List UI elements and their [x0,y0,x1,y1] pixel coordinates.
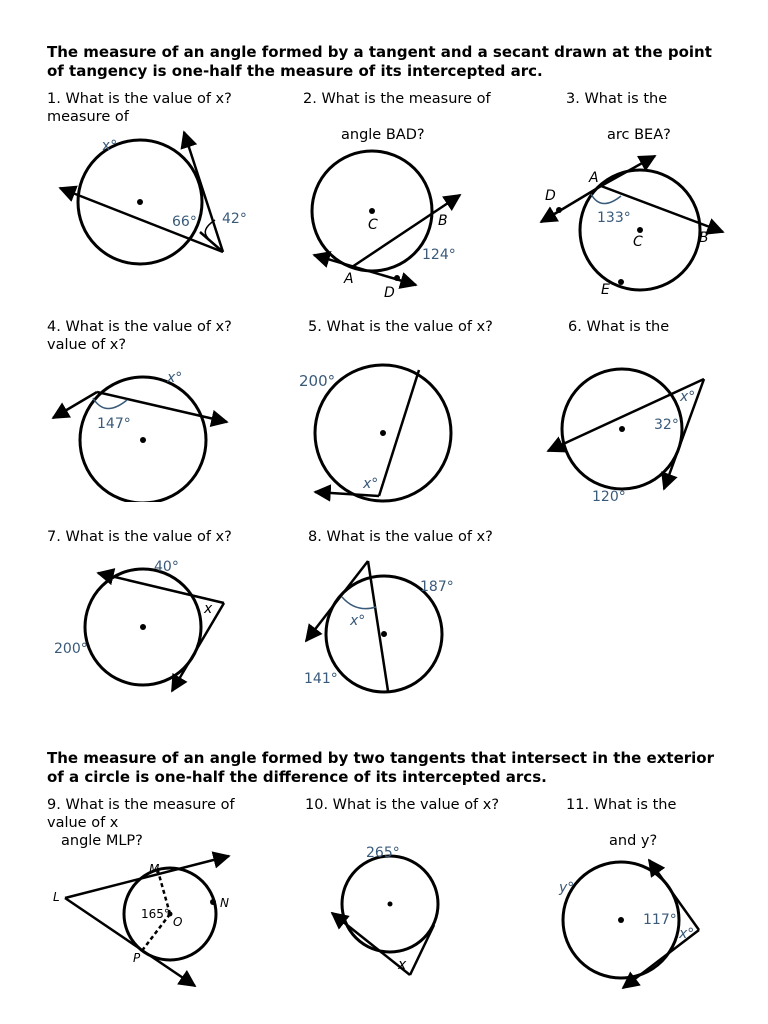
question-6: 6. What is the [568,319,670,335]
figure-3-diagram [535,150,735,300]
point-e-label: E [601,282,610,298]
angle-117-label: 117° [643,912,677,928]
angle-32-label: 32° [654,417,679,433]
point-c-label: C [633,234,643,250]
question-9-line2: angle MLP? [61,833,143,849]
point-a-label: A [589,170,599,186]
figure-5-diagram [295,362,465,507]
figure-7-diagram [48,555,248,700]
angle-x-label: x° [350,613,366,629]
question-11: 11. What is the [566,797,677,813]
question-3-line2: arc BEA? [607,127,671,143]
point-o-label: O [173,915,183,929]
angle-165-label: 165° [141,907,170,921]
arc-y-label: y° [559,880,575,896]
arc-141-label: 141° [304,671,338,687]
arc-265-label: 265° [366,845,400,861]
point-l-label: L [53,890,60,904]
question-7: 7. What is the value of x? [47,529,232,545]
angle-x-label: x [398,957,407,973]
point-a-label: A [344,271,354,287]
angle-x-label: x° [679,926,695,942]
figure-1-diagram [40,120,280,270]
section2-heading: The measure of an angle formed by two tangents that intersect in the exterior of a circle is one-half the difference of its intercepted arcs. [47,749,714,786]
question-5: 5. What is the value of x? [308,319,493,335]
angle-42-label: 42° [222,211,247,227]
question-8: 8. What is the value of x? [308,529,493,545]
point-n-label: N [220,896,229,910]
arc-124-label: 124° [422,247,456,263]
figure-10-diagram [322,843,462,983]
point-m-label: M [149,862,160,876]
angle-147-label: 147° [97,416,131,432]
arc-120-label: 120° [592,489,626,505]
angle-x-label: x° [680,389,696,405]
angle-x-label: x° [363,476,379,492]
question-2: 2. What is the measure of [303,91,491,107]
question-1: 1. What is the value of x? [47,91,232,107]
question-3: 3. What is the [566,91,668,107]
question-2-line2: angle BAD? [341,127,425,143]
question-4-overflow: value of x? [47,337,127,353]
arc-x-label: x° [102,138,118,154]
point-b-label: B [438,213,448,229]
point-b-label: B [699,230,709,246]
figure-11-diagram [555,850,715,995]
figure-9-diagram [45,846,265,991]
question-10: 10. What is the value of x? [305,797,500,813]
angle-x-label: x [204,601,213,617]
arc-187-label: 187° [420,579,454,595]
figure-8-diagram [298,555,468,700]
figure-6-diagram [540,365,720,510]
question-9: 9. What is the measure of [47,797,235,813]
point-p-label: P [133,951,141,965]
arc-x-label: x° [167,370,183,386]
angle-66-label: 66° [172,214,197,230]
arc-200-label: 200° [54,641,88,657]
point-c-label: C [368,217,378,233]
point-d-label: D [545,188,556,204]
question-1-overflow: measure of [47,109,129,125]
angle-133-label: 133° [597,210,631,226]
question-4: 4. What is the value of x? [47,319,232,335]
section1-heading: The measure of an angle formed by a tangent and a secant drawn at the point of tangency is one-half the measure of its intercepted arc. [47,43,712,80]
figure-2-diagram [300,145,480,305]
arc-200-label: 200° [299,372,336,390]
point-d-label: D [384,285,395,301]
question-11-line2: and y? [609,833,658,849]
arc-40-label: 40° [154,559,179,575]
figure-4-diagram [45,362,245,502]
question-9-overflow: value of x [47,815,119,831]
